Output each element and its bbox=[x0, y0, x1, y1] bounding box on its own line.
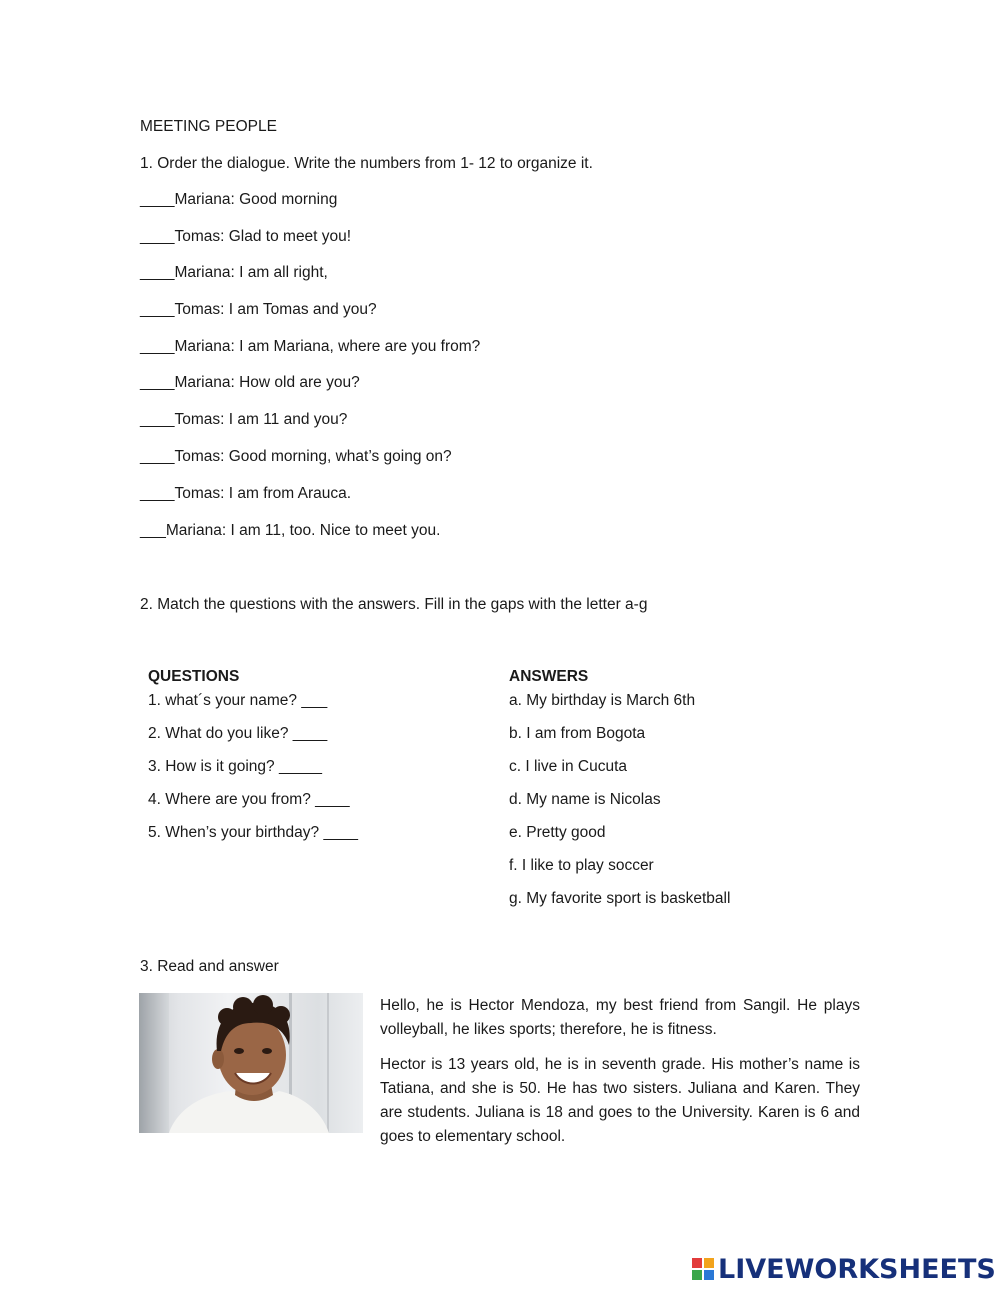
dialogue-line[interactable]: ____Tomas: I am Tomas and you? bbox=[140, 301, 377, 318]
dialogue-line[interactable]: ____Tomas: Glad to meet you! bbox=[140, 228, 352, 245]
answers-header: ANSWERS bbox=[509, 668, 589, 685]
question-item[interactable]: 4. Where are you from? ____ bbox=[148, 791, 350, 808]
boy-photo bbox=[139, 993, 363, 1133]
dialogue-line[interactable]: ____Tomas: I am 11 and you? bbox=[140, 411, 348, 428]
section2-instruction: 2. Match the questions with the answers. Fill in the gaps with the letter a-g bbox=[140, 596, 648, 613]
logo-text: LIVEWORKSHEETS bbox=[718, 1253, 996, 1285]
page-title: MEETING PEOPLE bbox=[140, 118, 277, 135]
answer-item: g. My favorite sport is basketball bbox=[509, 890, 731, 907]
dialogue-line[interactable]: ____Mariana: I am all right, bbox=[140, 264, 328, 281]
dialogue-line[interactable]: ____Mariana: How old are you? bbox=[140, 374, 360, 391]
reading-paragraph-2: Hector is 13 years old, he is in seventh grade. His mother’s name is Tatiana, and she is 50. He has two sisters. Juliana and Karen. They are students. Juliana is 18 and goes to the University. Karen is 6 and goes to elementary school. bbox=[380, 1056, 860, 1145]
answer-item: b. I am from Bogota bbox=[509, 725, 646, 742]
question-item[interactable]: 2. What do you like? ____ bbox=[148, 725, 328, 742]
dialogue-line[interactable]: ___Mariana: I am 11, too. Nice to meet you. bbox=[140, 522, 441, 539]
logo-blocks-icon bbox=[692, 1258, 714, 1280]
answer-item: a. My birthday is March 6th bbox=[509, 692, 696, 709]
answer-item: f. I like to play soccer bbox=[509, 857, 654, 874]
answer-item: e. Pretty good bbox=[509, 824, 606, 841]
question-item[interactable]: 1. what´s your name? ___ bbox=[148, 692, 328, 709]
section1-instruction: 1. Order the dialogue. Write the numbers from 1- 12 to organize it. bbox=[140, 155, 593, 172]
dialogue-line[interactable]: ____Tomas: Good morning, what’s going on? bbox=[140, 448, 452, 465]
dialogue-line[interactable]: ____Mariana: I am Mariana, where are you from? bbox=[140, 338, 481, 355]
dialogue-line[interactable]: ____Mariana: Good morning bbox=[140, 191, 338, 208]
section3-instruction: 3. Read and answer bbox=[140, 958, 279, 975]
question-item[interactable]: 3. How is it going? _____ bbox=[148, 758, 323, 775]
answer-item: c. I live in Cucuta bbox=[509, 758, 628, 775]
questions-header: QUESTIONS bbox=[148, 668, 240, 685]
question-item[interactable]: 5. When’s your birthday? ____ bbox=[148, 824, 358, 841]
answer-item: d. My name is Nicolas bbox=[509, 791, 661, 808]
liveworksheets-logo bbox=[692, 1254, 996, 1284]
dialogue-line[interactable]: ____Tomas: I am from Arauca. bbox=[140, 485, 352, 502]
reading-paragraph-1: Hello, he is Hector Mendoza, my best friend from Sangil. He plays volleyball, he likes sports; therefore, he is fitness. bbox=[380, 997, 860, 1038]
